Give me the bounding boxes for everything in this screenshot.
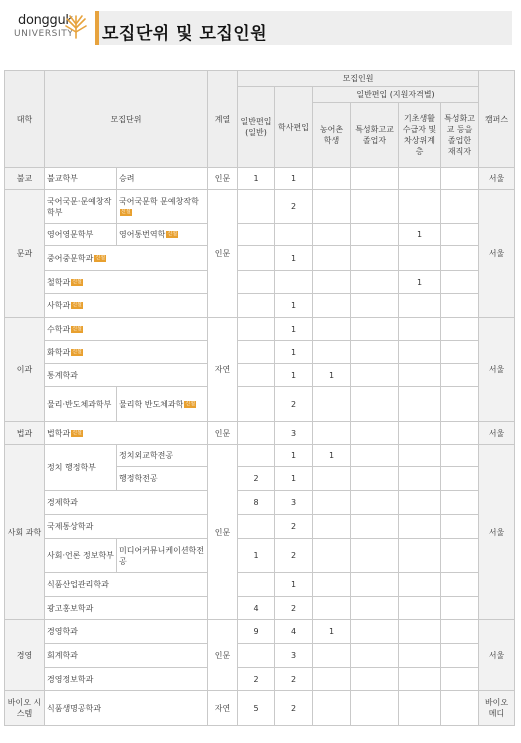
unit-text: 법학과 [47,428,71,438]
col-special-group: 일반편입 (지원자격별) [313,87,479,103]
sub-unit-cell [117,224,208,246]
farm-cell: 1 [313,620,351,644]
col-bachelor-transfer: 학사편입 [275,87,313,168]
bachelor-cell: 1 [275,467,313,491]
unit-cell: 사회·언론 정보학부 [45,539,117,573]
new-badge: 신설 [72,429,82,436]
col-farm: 농어촌 학생 [313,103,351,168]
college-cell: 바이오 시스템 [5,691,45,726]
unit-cell: 경영정보학과 [45,668,208,691]
track-cell: 자연 [208,318,238,422]
unit-cell: 식품생명공학과 [45,691,208,726]
bachelor-cell: 3 [275,644,313,668]
col-campus: 캠퍼스 [479,71,515,168]
logo-subtitle: UNIVERSITY [14,29,74,39]
table-row [5,294,515,318]
new-badge: 신설 [72,348,82,355]
welfare-cell: 1 [399,224,441,246]
general-cell: 8 [238,491,275,515]
bachelor-cell: 1 [275,318,313,341]
table-row [5,387,515,422]
table-row [5,668,515,691]
bachelor-cell: 2 [275,691,313,726]
col-welfare: 기초생활 수급자 및 차상위계층 [399,103,441,168]
college-cell: 불교 [5,168,45,190]
unit-cell: 국어국문·문예창작학부 [45,190,117,224]
track-cell: 인문 [208,190,238,318]
unit-cell: 불교학부 [45,168,117,190]
bachelor-cell: 3 [275,491,313,515]
table-row [5,224,515,246]
sub-unit-text: 영어통번역학 [119,230,166,239]
campus-cell: 서울 [479,168,515,190]
campus-cell: 서울 [479,190,515,318]
unit-text: 철학과 [47,277,71,287]
unit-cell [45,318,208,341]
campus-cell: 서울 [479,620,515,691]
bachelor-cell: 1 [275,246,313,271]
table-row [5,515,515,539]
new-badge: 신설 [72,278,82,285]
new-badge: 신설 [95,254,106,261]
campus-cell: 서울 [479,318,515,422]
table-row [5,539,515,573]
sub-unit-cell [117,387,208,422]
campus-cell: 서울 [479,422,515,445]
college-cell: 경영 [5,620,45,691]
table-row [5,168,515,190]
unit-cell [45,271,208,294]
table-row [5,271,515,294]
general-cell: 2 [238,467,275,491]
bachelor-cell: 4 [275,620,313,644]
college-cell: 사회 과학 [5,445,45,620]
table-row [5,318,515,341]
col-general-transfer: 일반편입 (일반) [238,87,275,168]
table-row [5,597,515,620]
unit-text: 수학과 [47,324,71,334]
track-cell: 인문 [208,422,238,445]
sub-unit-cell: 미디어커뮤니케이션학전공 [117,539,208,573]
quota-table [4,70,515,726]
col-college: 대학 [5,71,45,168]
title-accent [95,11,99,45]
table-row [5,644,515,668]
table-row [5,341,515,364]
sub-unit-cell: 정치외교학전공 [117,445,208,467]
general-cell: 4 [238,597,275,620]
unit-cell: 물리·반도체과학부 [45,387,117,422]
unit-cell [45,294,208,318]
table-row [5,491,515,515]
bachelor-cell: 1 [275,294,313,318]
col-unit: 모집단위 [45,71,208,168]
table-row [5,691,515,726]
campus-cell: 서울 [479,445,515,620]
sub-unit-text: 물리학 반도체과학 [119,399,184,409]
unit-cell: 통계학과 [45,364,208,387]
bachelor-cell: 2 [275,387,313,422]
table-row [5,190,515,224]
sub-unit-cell [117,190,208,224]
unit-cell: 정치 행정학부 [45,445,117,491]
sub-unit-cell: 행정학전공 [117,467,208,491]
unit-cell [45,341,208,364]
leaf-logo-icon [64,14,88,40]
col-quota: 모집인원 [238,71,479,87]
col-track: 계열 [208,71,238,168]
bachelor-cell: 1 [275,573,313,597]
new-badge: 신설 [185,400,196,407]
bachelor-cell: 1 [275,364,313,387]
unit-cell: 국제통상학과 [45,515,208,539]
col-vocational: 특성화고교 졸업자 [351,103,399,168]
college-cell: 문과 [5,190,45,318]
track-cell: 자연 [208,691,238,726]
new-badge: 신설 [72,302,82,308]
unit-cell: 식품산업관리학과 [45,573,208,597]
bachelor-cell: 2 [275,515,313,539]
sub-unit-text: 국어국문학 문예창작학 [119,196,199,206]
logo-wordmark: dongguk [18,13,73,28]
unit-text: 중어중문학과 [47,253,94,263]
bachelor-cell: 3 [275,422,313,445]
bachelor-cell: 2 [275,190,313,224]
unit-cell: 영어영문학부 [45,224,117,246]
welfare-cell: 1 [399,271,441,294]
farm-cell: 1 [313,445,351,467]
col-vocational-work: 특성화고교 등을 졸업한 재직자 [441,103,479,168]
track-cell: 인문 [208,620,238,691]
farm-cell: 1 [313,364,351,387]
table-row [5,246,515,271]
bachelor-cell: 2 [275,597,313,620]
general-cell: 2 [238,668,275,691]
general-cell: 5 [238,691,275,726]
unit-cell: 경영학과 [45,620,208,644]
unit-cell: 경제학과 [45,491,208,515]
general-cell: 1 [238,539,275,573]
unit-cell [45,422,208,445]
table-row [5,422,515,445]
track-cell: 인문 [208,168,238,190]
new-badge: 신설 [121,208,131,215]
table-row [5,573,515,597]
table-row [5,364,515,387]
college-cell: 법과 [5,422,45,445]
general-cell: 1 [238,168,275,190]
bachelor-cell: 1 [275,168,313,190]
table-row [5,620,515,644]
bachelor-cell: 2 [275,539,313,573]
general-cell: 9 [238,620,275,644]
unit-text: 사학과 [47,301,71,310]
unit-cell [45,246,208,271]
campus-cell: 바이오 메디 [479,691,515,726]
page-header [0,0,521,60]
unit-cell: 회계학과 [45,644,208,668]
bachelor-cell: 1 [275,445,313,467]
unit-text: 화학과 [47,347,71,357]
table-row [5,445,515,467]
unit-cell: 광고홍보학과 [45,597,208,620]
new-badge: 신설 [72,325,82,332]
bachelor-cell: 1 [275,341,313,364]
page-title: 모집단위 및 모집인원 [102,24,268,44]
new-badge: 신설 [167,231,178,237]
college-cell: 이과 [5,318,45,422]
sub-unit-cell: 승려 [117,168,208,190]
track-cell: 인문 [208,445,238,620]
bachelor-cell: 2 [275,668,313,691]
